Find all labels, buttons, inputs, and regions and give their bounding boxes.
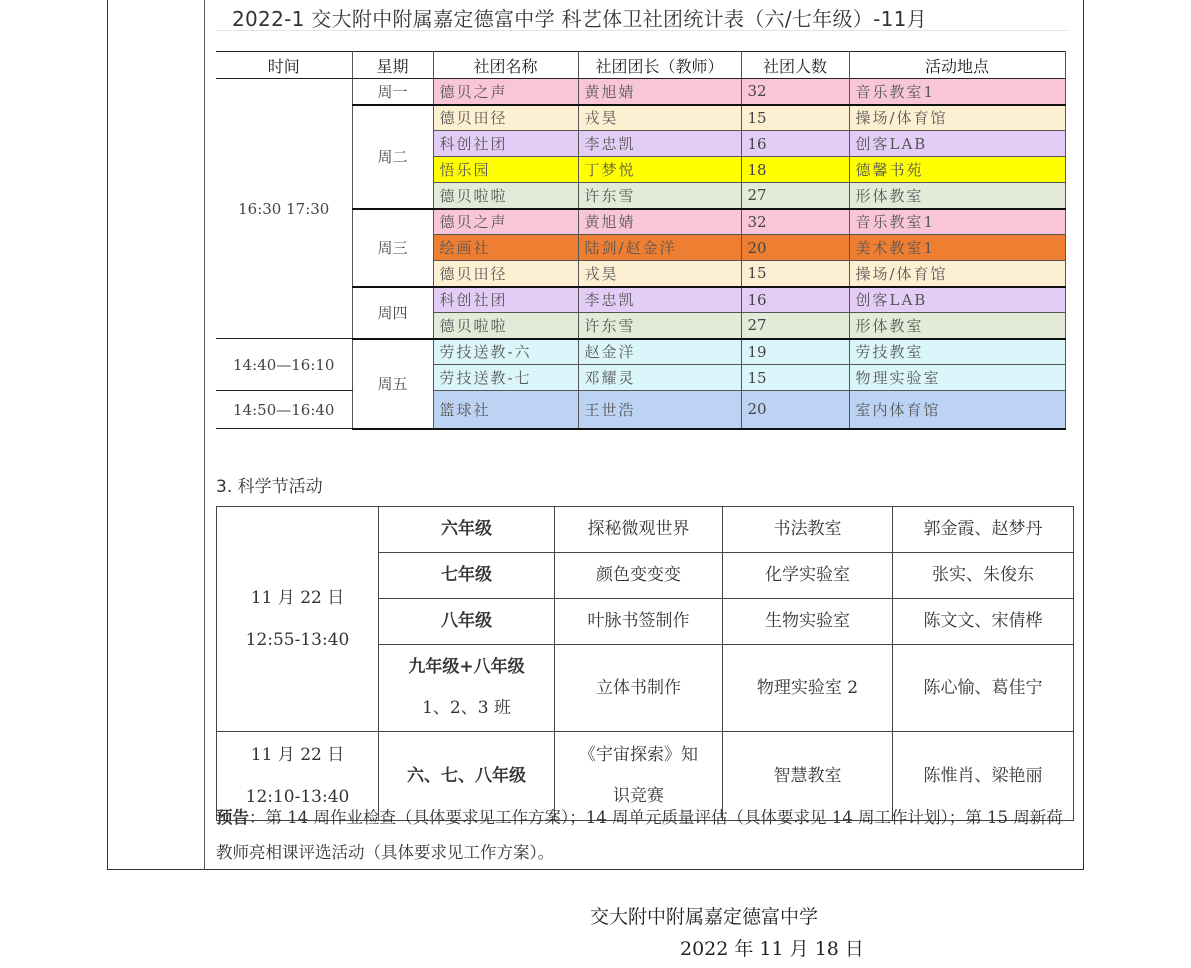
club-leader: 陆剑/赵金洋 (578, 235, 741, 261)
day-thu: 周四 (352, 287, 433, 339)
club-count: 27 (741, 313, 849, 339)
club-leader: 丁梦悦 (578, 157, 741, 183)
club-place: 劳技教室 (849, 339, 1065, 365)
club-count: 15 (741, 365, 849, 391)
club-name: 德贝田径 (433, 105, 578, 131)
club-place: 创客LAB (849, 287, 1065, 313)
header-count: 社团人数 (741, 52, 849, 79)
club-count: 15 (741, 261, 849, 287)
club-leader: 许东雪 (578, 313, 741, 339)
science-grade-cell (379, 645, 555, 732)
club-count: 16 (741, 131, 849, 157)
day-tue: 周二 (352, 105, 433, 209)
club-row (216, 79, 1065, 105)
science-section-label: 3. 科学节活动 (216, 477, 323, 497)
science-date-1-day: 11 月 22 日 (250, 588, 345, 608)
table-title: 2022-1 交大附中附属嘉定德富中学 科艺体卫社团统计表（六/七年级）-11月 (232, 7, 927, 31)
science-date-1-time: 12:55-13:40 (245, 630, 350, 650)
science-date-1 (217, 507, 379, 732)
club-place: 操场/体育馆 (849, 105, 1065, 131)
science-activity: 颜色变变变 (555, 553, 723, 599)
footer-school-name: 交大附中附属嘉定德富中学 (590, 906, 819, 928)
club-count: 20 (741, 391, 849, 429)
club-place: 美术教室1 (849, 235, 1065, 261)
club-name: 德贝啦啦 (433, 313, 578, 339)
club-leader: 许东雪 (578, 183, 741, 209)
time-slot-1: 16:30 17:30 (216, 79, 352, 339)
club-name: 篮球社 (433, 391, 578, 429)
club-place: 形体教室 (849, 313, 1065, 339)
club-name: 劳技送教-六 (433, 339, 578, 365)
clubs-header-row (216, 52, 1065, 79)
notice-label: 预告 (216, 808, 249, 827)
club-place: 创客LAB (849, 131, 1065, 157)
science-teachers: 郭金霞、赵梦丹 (893, 507, 1074, 553)
science-festival-table (216, 506, 1074, 821)
club-leader: 李忠凯 (578, 287, 741, 313)
header-club-name: 社团名称 (433, 52, 578, 79)
science-place: 书法教室 (723, 507, 893, 553)
club-count: 18 (741, 157, 849, 183)
club-count: 16 (741, 287, 849, 313)
science-activity-cont: 识竞赛 (613, 786, 664, 806)
club-place: 德馨书苑 (849, 157, 1065, 183)
notice-text: ：第 14 周作业检查（具体要求见工作方案）；14 周单元质量评估（具体要求见 14 周工作计划）；第 15 周新荷教师亮相课评选活动（具体要求见工作方案）。 (216, 808, 1063, 862)
club-place: 物理实验室 (849, 365, 1065, 391)
club-count: 20 (741, 235, 849, 261)
club-name: 悟乐园 (433, 157, 578, 183)
club-count: 32 (741, 79, 849, 105)
science-activity: 叶脉书签制作 (555, 599, 723, 645)
footer-date: 2022 年 11 月 18 日 (680, 938, 864, 960)
club-leader: 戎昊 (578, 261, 741, 287)
club-name: 劳技送教-七 (433, 365, 578, 391)
club-leader: 黄旭婧 (578, 79, 741, 105)
club-place: 室内体育馆 (849, 391, 1065, 429)
science-grade-classes: 1、2、3 班 (422, 698, 511, 718)
club-leader: 赵金洋 (578, 339, 741, 365)
club-leader: 王世浩 (578, 391, 741, 429)
notice-paragraph (216, 800, 1076, 870)
club-name: 绘画社 (433, 235, 578, 261)
club-row (216, 339, 1065, 365)
club-place: 音乐教室1 (849, 209, 1065, 235)
club-count: 32 (741, 209, 849, 235)
club-place: 操场/体育馆 (849, 261, 1065, 287)
science-place: 物理实验室 2 (723, 645, 893, 732)
science-grade: 八年级 (379, 599, 555, 645)
club-leader: 戎昊 (578, 105, 741, 131)
science-grade: 六、七、八年级 (379, 732, 555, 821)
club-place: 形体教室 (849, 183, 1065, 209)
club-row (216, 391, 1065, 429)
science-grade: 七年级 (379, 553, 555, 599)
science-date-2-day: 11 月 22 日 (250, 745, 345, 765)
time-slot-3: 14:50—16:40 (216, 391, 352, 429)
science-teachers: 陈心愉、葛佳宁 (893, 645, 1074, 732)
science-place: 化学实验室 (723, 553, 893, 599)
club-name: 德贝啦啦 (433, 183, 578, 209)
frame-divider (204, 0, 205, 870)
club-name: 科创社团 (433, 131, 578, 157)
club-count: 19 (741, 339, 849, 365)
club-leader: 李忠凯 (578, 131, 741, 157)
header-place: 活动地点 (849, 52, 1065, 79)
day-fri: 周五 (352, 339, 433, 429)
club-name: 德贝之声 (433, 79, 578, 105)
science-teachers: 张实、朱俊东 (893, 553, 1074, 599)
science-grade: 九年级+八年级 (408, 657, 525, 677)
day-mon: 周一 (352, 79, 433, 105)
day-wed: 周三 (352, 209, 433, 287)
club-name: 德贝田径 (433, 261, 578, 287)
science-activity: 《宇宙探索》知 (579, 745, 698, 765)
clubs-table (216, 51, 1066, 430)
header-leader: 社团团长（教师） (578, 52, 741, 79)
science-teachers: 陈惟肖、梁艳丽 (893, 732, 1074, 821)
club-count: 15 (741, 105, 849, 131)
science-date-2-time: 12:10-13:40 (245, 787, 350, 807)
science-place: 生物实验室 (723, 599, 893, 645)
science-row (217, 507, 1074, 553)
science-place: 智慧教室 (723, 732, 893, 821)
club-place: 音乐教室1 (849, 79, 1065, 105)
science-activity: 探秘微观世界 (555, 507, 723, 553)
science-activity: 立体书制作 (555, 645, 723, 732)
title-rule (216, 30, 1068, 31)
club-leader: 邓耀灵 (578, 365, 741, 391)
header-day: 星期 (352, 52, 433, 79)
header-time: 时间 (216, 52, 352, 79)
science-grade: 六年级 (379, 507, 555, 553)
club-count: 27 (741, 183, 849, 209)
science-teachers: 陈文文、宋倩桦 (893, 599, 1074, 645)
time-slot-2: 14:40—16:10 (216, 339, 352, 391)
club-name: 德贝之声 (433, 209, 578, 235)
club-name: 科创社团 (433, 287, 578, 313)
club-leader: 黄旭婧 (578, 209, 741, 235)
